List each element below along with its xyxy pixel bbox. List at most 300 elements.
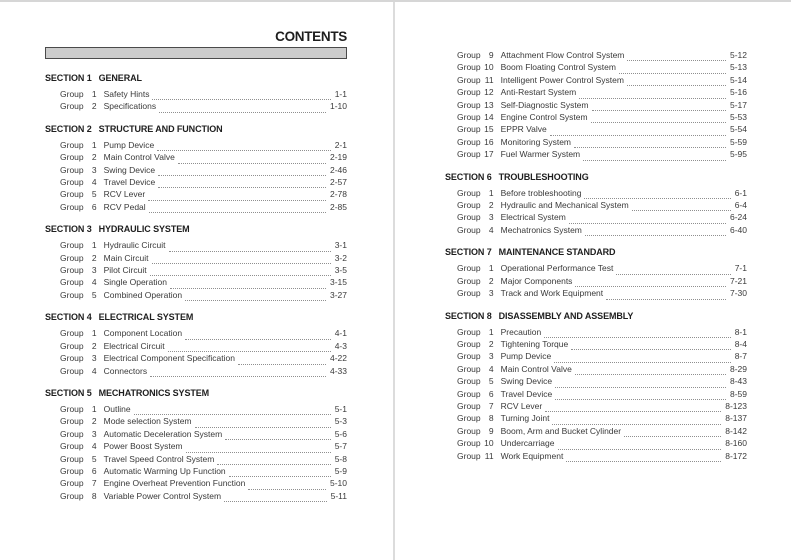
toc-entry [457, 412, 747, 424]
group-label: Group [60, 89, 84, 99]
section-rows [45, 403, 347, 502]
page-number: 8-29 [729, 363, 747, 374]
toc-entry [60, 264, 347, 276]
dot-leader [627, 81, 726, 86]
group-label: Group [457, 450, 481, 461]
group-label: Group [457, 288, 481, 299]
group-number: 11 [484, 74, 494, 85]
dot-leader [616, 270, 730, 275]
section-number: SECTION 2 [45, 123, 92, 134]
group-label: Group [457, 413, 481, 424]
group-label: Group [457, 326, 481, 337]
group-number: 2 [488, 338, 494, 349]
entry-title: Specifications [103, 101, 157, 112]
page-number: 7-1 [734, 263, 747, 274]
group-label: Group [457, 438, 481, 449]
group-number: 1 [91, 89, 97, 99]
toc-sections-right [445, 49, 747, 462]
toc-section [45, 73, 347, 113]
page-number: 5-16 [729, 87, 747, 98]
entry-title: Turning Joint [500, 413, 550, 424]
group-label: Group [60, 453, 84, 464]
toc-entry [60, 252, 347, 264]
toc-entry [457, 111, 747, 123]
group-label: Group [457, 200, 481, 211]
group-number: 14 [484, 112, 494, 123]
section-rows [45, 327, 347, 377]
toc-entry [60, 276, 347, 288]
group-label: Group [60, 189, 84, 200]
toc-entry [457, 99, 747, 111]
section-heading [445, 172, 747, 183]
group-label: Group [457, 275, 481, 286]
group-label: Group [60, 353, 84, 364]
section-heading [45, 73, 347, 84]
toc-entry [60, 352, 347, 364]
entry-title: Travel Device [500, 388, 553, 399]
entry-title: Attachment Flow Control System [500, 50, 625, 60]
dot-leader [624, 432, 721, 437]
entry-title: Pump Device [500, 351, 552, 362]
group-label: Group [457, 376, 481, 387]
toc-entry [457, 49, 747, 61]
section-number: SECTION 4 [45, 312, 92, 323]
group-number: 1 [91, 139, 97, 150]
toc-entry [457, 74, 747, 86]
toc-section [45, 224, 347, 301]
entry-title: Engine Control System [500, 112, 588, 123]
page-number: 4-33 [329, 365, 347, 376]
dot-leader [583, 156, 726, 161]
page-number: 8-59 [729, 388, 747, 399]
group-number: 7 [488, 400, 494, 411]
page-number: 8-142 [725, 425, 747, 436]
entry-title: Electrical Circuit [103, 340, 165, 351]
page-number: 2-1 [334, 139, 347, 150]
dot-leader [152, 259, 331, 264]
section-title: ELECTRICAL SYSTEM [98, 312, 194, 323]
group-label: Group [457, 50, 481, 60]
dot-leader [148, 196, 326, 201]
dot-leader [569, 219, 726, 224]
section-number: SECTION 3 [45, 224, 92, 235]
group-number: 3 [91, 164, 97, 175]
entry-title: Self-Diagnostic System [500, 99, 589, 110]
group-label: Group [60, 277, 84, 288]
dot-leader [169, 247, 331, 252]
section-number: SECTION 7 [445, 247, 492, 258]
group-label: Group [457, 224, 481, 235]
page-number: 7-21 [729, 275, 747, 286]
toc-entry [457, 400, 747, 412]
entry-title: Before trobleshooting [500, 187, 582, 198]
toc-entry [457, 450, 747, 462]
toc-section [445, 172, 747, 237]
group-label: Group [457, 388, 481, 399]
group-label: Group [60, 416, 84, 427]
dot-leader [238, 360, 326, 365]
dot-leader [574, 143, 726, 148]
entry-title: Travel Speed Control System [103, 453, 215, 464]
page-number: 5-14 [729, 74, 747, 85]
toc-section [45, 388, 347, 502]
page-number: 5-8 [334, 453, 347, 464]
dot-leader [158, 171, 326, 176]
group-label: Group [60, 328, 84, 339]
group-number: 17 [484, 149, 494, 160]
page-number: 8-137 [725, 413, 747, 424]
toc-entry [60, 327, 347, 339]
entry-title: Combined Operation [103, 289, 183, 300]
group-number: 1 [91, 403, 97, 414]
toc-entry [60, 490, 347, 502]
group-label: Group [60, 441, 84, 452]
entry-title: Operational Performance Test [500, 263, 614, 274]
toc-entry [60, 139, 347, 151]
section-heading [45, 124, 347, 135]
toc-entry [60, 465, 347, 477]
group-label: Group [457, 338, 481, 349]
page-number: 6-40 [729, 224, 747, 235]
entry-title: Track and Work Equipment [500, 288, 604, 299]
page-number: 5-54 [729, 124, 747, 135]
entry-title: Precaution [500, 326, 542, 337]
entry-title: Swing Device [103, 164, 156, 175]
entry-title: Anti-Restart System [500, 87, 577, 98]
page-number: 3-2 [334, 252, 347, 263]
group-label: Group [457, 136, 481, 147]
entry-title: EPPR Valve [500, 124, 547, 135]
entry-title: Hydraulic and Mechanical System [500, 200, 629, 211]
group-number: 13 [484, 99, 494, 110]
group-number: 10 [484, 62, 494, 73]
dot-leader [545, 407, 721, 412]
group-number: 15 [484, 124, 494, 135]
group-label: Group [457, 149, 481, 160]
dot-leader [632, 206, 731, 211]
entry-title: Automatic Deceleration System [103, 428, 223, 439]
group-number: 1 [488, 326, 494, 337]
dot-leader [224, 497, 327, 502]
page-title: CONTENTS [275, 29, 347, 44]
section-rows [445, 326, 747, 462]
group-label: Group [60, 240, 84, 251]
entry-title: Main Control Valve [500, 363, 572, 374]
entry-title: Travel Device [103, 177, 156, 188]
toc-entry [457, 123, 747, 135]
entry-title: Power Boost System [103, 441, 183, 452]
page-number: 8-160 [725, 438, 747, 449]
entry-title: Work Equipment [500, 450, 564, 461]
group-label: Group [60, 465, 84, 476]
toc-entry [60, 188, 347, 200]
page-number: 2-78 [329, 189, 347, 200]
group-number: 3 [91, 265, 97, 276]
entry-title: Mechatronics System [500, 224, 582, 235]
dot-leader [592, 106, 726, 111]
toc-entry [457, 375, 747, 387]
entry-title: Engine Overheat Prevention Function [103, 478, 246, 489]
dot-leader [571, 345, 731, 350]
group-label: Group [60, 478, 84, 489]
group-number: 4 [488, 363, 494, 374]
title-underline-bar [45, 47, 347, 59]
toc-entry [457, 388, 747, 400]
group-label: Group [60, 365, 84, 376]
group-label: Group [60, 201, 84, 212]
dot-leader [550, 131, 726, 136]
entry-title: Monitoring System [500, 136, 572, 147]
toc-entry [60, 415, 347, 427]
toc-entry [457, 224, 747, 236]
toc-entry [457, 262, 747, 274]
section-heading [45, 388, 347, 399]
entry-title: Hydraulic Circuit [103, 240, 166, 251]
page-number: 5-10 [329, 478, 347, 489]
page-number: 5-7 [334, 441, 347, 452]
group-number: 16 [484, 136, 494, 147]
page-number: 2-85 [329, 201, 347, 212]
group-number: 4 [91, 365, 97, 376]
toc-entry [60, 239, 347, 251]
group-number: 6 [91, 465, 97, 476]
dot-leader [157, 146, 331, 151]
group-label: Group [457, 187, 481, 198]
section-title: HYDRAULIC SYSTEM [98, 224, 190, 235]
toc-entry [60, 453, 347, 465]
section-rows [445, 187, 747, 237]
dot-leader [619, 69, 726, 74]
toc-entry [457, 425, 747, 437]
toc-section [445, 49, 747, 161]
entry-title: Undercarriage [500, 438, 555, 449]
toc-entry [60, 176, 347, 188]
toc-entry [60, 477, 347, 489]
page-number: 4-3 [334, 340, 347, 351]
page-number: 5-95 [729, 149, 747, 160]
entry-title: Pump Device [103, 139, 155, 150]
section-number: SECTION 5 [45, 387, 92, 398]
toc-entry [457, 199, 747, 211]
group-label: Group [457, 363, 481, 374]
group-number: 5 [91, 453, 97, 464]
toc-page-right [445, 49, 747, 462]
group-number: 6 [488, 388, 494, 399]
dot-leader [555, 395, 726, 400]
toc-entry [457, 350, 747, 362]
section-number: SECTION 1 [45, 73, 92, 83]
group-number: 5 [488, 376, 494, 387]
section-title: DISASSEMBLY AND ASSEMBLY [498, 310, 634, 321]
page-number: 5-9 [334, 465, 347, 476]
group-label: Group [457, 400, 481, 411]
section-title: TROUBLESHOOTING [498, 171, 589, 182]
toc-entry [457, 211, 747, 223]
group-label: Group [457, 212, 481, 223]
section-number: SECTION 8 [445, 310, 492, 321]
group-label: Group [60, 177, 84, 188]
dot-leader [170, 284, 326, 289]
page-divider [393, 2, 395, 560]
toc-entry [457, 187, 747, 199]
dot-leader [558, 445, 722, 450]
group-number: 6 [91, 201, 97, 212]
group-number: 4 [91, 177, 97, 188]
entry-title: RCV Lever [103, 189, 146, 200]
group-label: Group [457, 112, 481, 123]
section-number: SECTION 6 [445, 171, 492, 182]
entry-title: RCV Pedal [103, 201, 146, 212]
group-number: 2 [488, 275, 494, 286]
group-label: Group [60, 139, 84, 150]
toc-entry [457, 326, 747, 338]
page-number: 8-43 [729, 376, 747, 387]
toc-entry [60, 100, 347, 112]
entry-title: RCV Lever [500, 400, 543, 411]
entry-title: Main Circuit [103, 252, 149, 263]
group-number: 10 [484, 438, 494, 449]
dot-leader [579, 94, 726, 99]
dot-leader [554, 358, 731, 363]
group-number: 3 [488, 288, 494, 299]
page-number: 2-46 [329, 164, 347, 175]
page-number: 8-1 [734, 326, 747, 337]
page-number: 4-22 [329, 353, 347, 364]
group-label: Group [457, 74, 481, 85]
dot-leader [159, 108, 326, 113]
group-number: 4 [91, 277, 97, 288]
toc-entry [60, 428, 347, 440]
dot-leader [150, 372, 326, 377]
toc-entry [457, 338, 747, 350]
group-label: Group [60, 403, 84, 414]
dot-leader [248, 485, 326, 490]
dot-leader [158, 183, 326, 188]
entry-title: Electrical Component Specification [103, 353, 235, 364]
entry-title: Mode selection System [103, 416, 192, 427]
group-number: 9 [488, 50, 494, 60]
entry-title: Main Control Valve [103, 152, 175, 163]
section-title: MECHATRONICS SYSTEM [98, 387, 210, 398]
entry-title: Electrical System [500, 212, 566, 223]
group-label: Group [60, 490, 84, 501]
section-rows [45, 139, 347, 213]
page-number: 5-13 [729, 62, 747, 73]
group-number: 11 [484, 450, 494, 461]
toc-entry [457, 61, 747, 73]
page-number: 5-6 [334, 428, 347, 439]
section-title: GENERAL [98, 73, 142, 83]
page-number: 7-30 [729, 288, 747, 299]
group-label: Group [457, 62, 481, 73]
group-number: 2 [91, 101, 97, 112]
group-number: 7 [91, 478, 97, 489]
group-number: 5 [91, 289, 97, 300]
group-number: 2 [91, 416, 97, 427]
page-number: 2-19 [329, 152, 347, 163]
toc-entry [457, 136, 747, 148]
page-number: 1-10 [329, 101, 347, 112]
section-heading [45, 312, 347, 323]
toc-entry [60, 88, 347, 100]
entry-title: Outline [103, 403, 131, 414]
entry-title: Automatic Warming Up Function [103, 465, 226, 476]
group-number: 2 [91, 252, 97, 263]
group-number: 8 [91, 490, 97, 501]
dot-leader [585, 231, 726, 236]
entry-title: Component Location [103, 328, 183, 339]
dot-leader [217, 460, 330, 465]
group-number: 12 [484, 87, 494, 98]
group-label: Group [60, 289, 84, 300]
page-number: 5-53 [729, 112, 747, 123]
dot-leader [591, 118, 726, 123]
group-number: 1 [488, 263, 494, 274]
section-rows [45, 239, 347, 301]
toc-entry [60, 151, 347, 163]
page-number: 5-17 [729, 99, 747, 110]
group-number: 2 [91, 152, 97, 163]
dot-leader [627, 56, 726, 61]
dot-leader [150, 271, 331, 276]
dot-leader [606, 295, 726, 300]
toc-entry [60, 365, 347, 377]
entry-title: Fuel Warmer System [500, 149, 581, 160]
group-number: 2 [91, 340, 97, 351]
page-number: 5-1 [334, 403, 347, 414]
toc-entry [457, 437, 747, 449]
entry-title: Connectors [103, 365, 148, 376]
toc-entry [60, 340, 347, 352]
group-label: Group [457, 124, 481, 135]
entry-title: Single Operation [103, 277, 167, 288]
entry-title: Major Components [500, 275, 573, 286]
dot-leader [185, 335, 331, 340]
toc-sections-left [45, 73, 347, 502]
page-number: 3-15 [329, 277, 347, 288]
page-number: 6-24 [729, 212, 747, 223]
group-number: 4 [91, 441, 97, 452]
group-label: Group [60, 265, 84, 276]
dot-leader [152, 95, 330, 100]
dot-leader [185, 296, 326, 301]
toc-section [445, 247, 747, 299]
group-number: 8 [488, 413, 494, 424]
toc-entry [60, 440, 347, 452]
page-number: 1-1 [334, 89, 347, 99]
group-number: 1 [91, 328, 97, 339]
group-label: Group [457, 351, 481, 362]
entry-title: Intelligent Power Control System [500, 74, 624, 85]
group-label: Group [60, 340, 84, 351]
page-number: 6-1 [734, 187, 747, 198]
dot-leader [225, 435, 331, 440]
page-number: 8-4 [734, 338, 747, 349]
group-label: Group [457, 87, 481, 98]
dot-leader [149, 208, 326, 213]
section-heading [445, 311, 747, 322]
toc-entry [60, 289, 347, 301]
entry-title: Boom Floating Control System [500, 62, 616, 73]
toc-entry [457, 86, 747, 98]
entry-title: Boom, Arm and Bucket Cylinder [500, 425, 622, 436]
group-number: 9 [488, 425, 494, 436]
page-number: 8-172 [725, 450, 747, 461]
group-label: Group [60, 428, 84, 439]
entry-title: Swing Device [500, 376, 553, 387]
toc-entry [60, 403, 347, 415]
toc-section [45, 312, 347, 377]
